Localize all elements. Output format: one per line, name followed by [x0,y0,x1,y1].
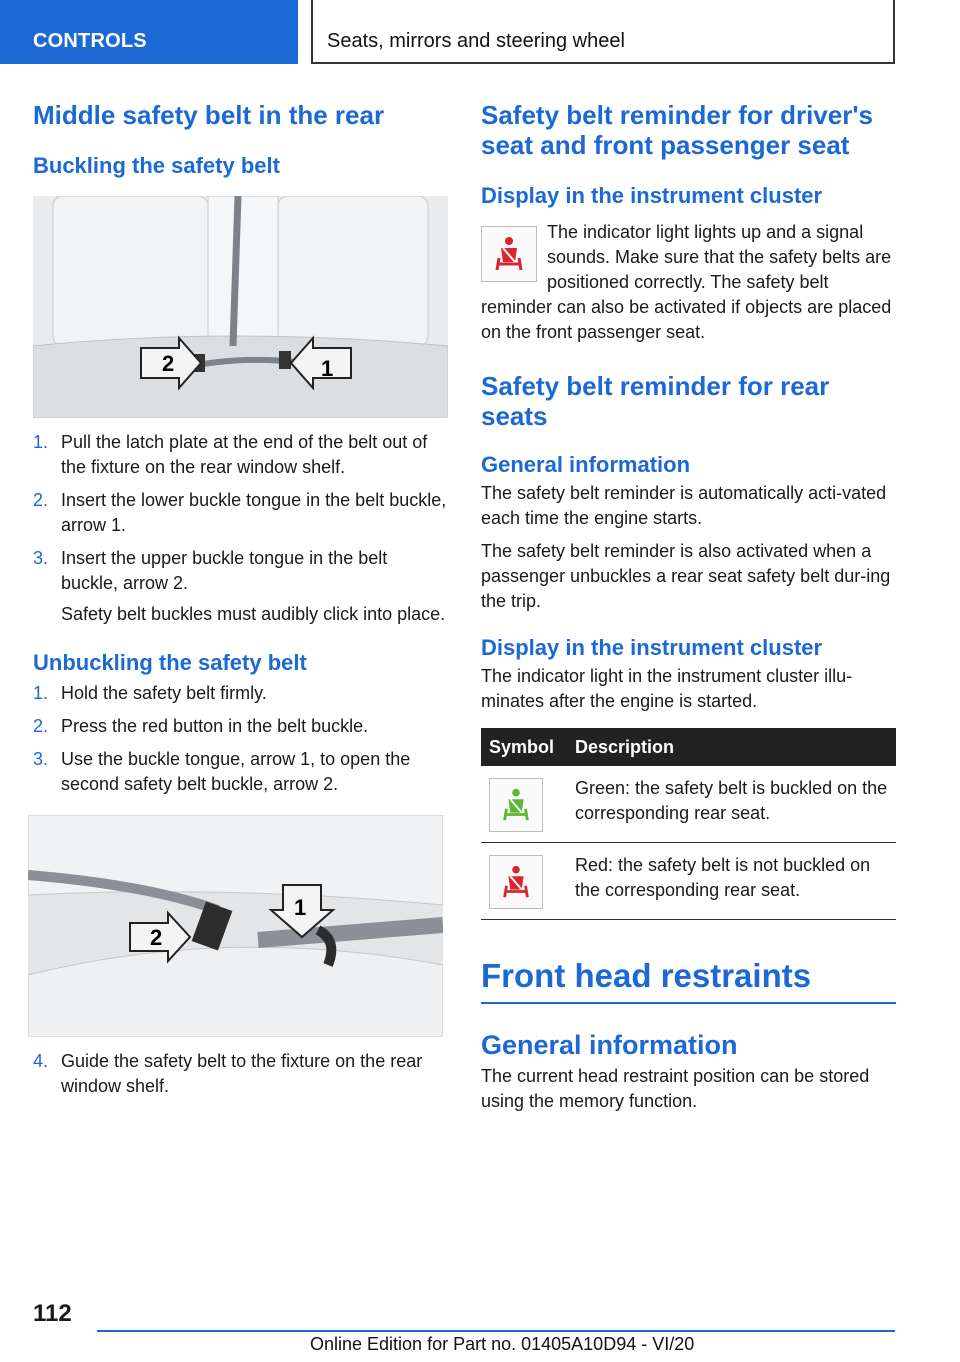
display-text: The indicator light lights up and a signal sounds. Make sure that the safety belts are positioned correctly. The safety belt reminder can also be activated if objects are placed on the front passenger seat. [481,222,892,342]
buckling-steps [33,430,448,596]
list-item: 1. Pull the latch plate at the end of the belt out of the fixture on the rear window shelf. [33,432,428,477]
list-item: 2. Insert the lower buckle tongue in the belt buckle, arrow 1. [33,490,447,535]
symbol-column-header: Symbol [481,728,567,766]
page-number: 112 [33,1300,72,1327]
display2-heading: Display in the instrument cluster [481,635,823,660]
list-item: 3. Use the buckle tongue, arrow 1, to open the second safety belt buckle, arrow 2. [33,749,411,794]
middle-belt-title: Middle safety belt in the rear [33,100,385,130]
row-description: Green: the safety belt is buckled on the corresponding rear seat. [567,766,896,843]
photo1-label-1: 1 [321,356,334,381]
seatbelt-red-icon [489,855,543,909]
display-block [481,220,896,345]
general-paragraph-2: The safety belt reminder is also activated when a passenger unbuckles a rear seat safety belt dur-ing the trip. [481,541,891,611]
list-item: 2. Press the red button in the belt buckle. [33,716,369,736]
unbuckling-steps [33,681,448,797]
right-column [481,100,896,1114]
display2-text: The indicator light in the instrument cluster illu-minates after the engine is started. [481,666,853,711]
head-general-heading: General information [481,1030,738,1060]
footer-divider [97,1330,895,1332]
symbol-table [481,728,896,920]
list-item: 4. Guide the safety belt to the fixture on the rear window shelf. [33,1051,423,1096]
general-heading: General information [481,452,691,477]
unbuckling-heading: Unbuckling the safety belt [33,650,307,675]
buckling-photo [33,196,448,418]
list-item: 3. Insert the upper buckle tongue in the belt buckle, arrow 2. [33,548,388,593]
buckling-illustration [33,196,448,418]
display-heading: Display in the instrument cluster [481,183,823,208]
photo1-label-2: 2 [162,351,175,376]
head-restraints-title: Front head restraints [481,956,896,1004]
section-tab[interactable] [0,0,298,64]
seatbelt-green-icon [489,778,543,832]
list-item: 1. Hold the safety belt firmly. [33,683,267,703]
photo2-label-2: 2 [150,925,163,950]
seatbelt-red-icon [481,226,537,282]
description-column-header: Description [567,728,896,766]
final-steps [33,1049,448,1099]
row-description: Red: the safety belt is not buckled on the corresponding rear seat. [567,843,896,920]
chapter-tab[interactable] [311,0,895,64]
unbuckling-photo [28,815,443,1037]
general-paragraph-1: The safety belt reminder is automatically acti-vated each time the engine starts. [481,483,887,528]
edition-text: Online Edition for Part no. 01405A10D94 - VI/20 [310,1334,695,1354]
table-row [481,843,896,920]
chapter-label: Seats, mirrors and steering wheel [327,30,625,52]
front-reminder-title: Safety belt reminder for driver's seat and front passenger seat [481,100,873,160]
buckling-note: Safety belt buckles must audibly click into place. [61,604,446,624]
section-label: CONTROLS [33,30,147,52]
unbuckling-illustration [28,815,443,1037]
head-general-text: The current head restraint position can be stored using the memory function. [481,1066,870,1111]
table-row [481,766,896,843]
photo2-label-1: 1 [294,895,307,920]
left-column [33,100,448,1107]
buckling-heading: Buckling the safety belt [33,153,280,178]
rear-reminder-title: Safety belt reminder for rear seats [481,371,830,431]
